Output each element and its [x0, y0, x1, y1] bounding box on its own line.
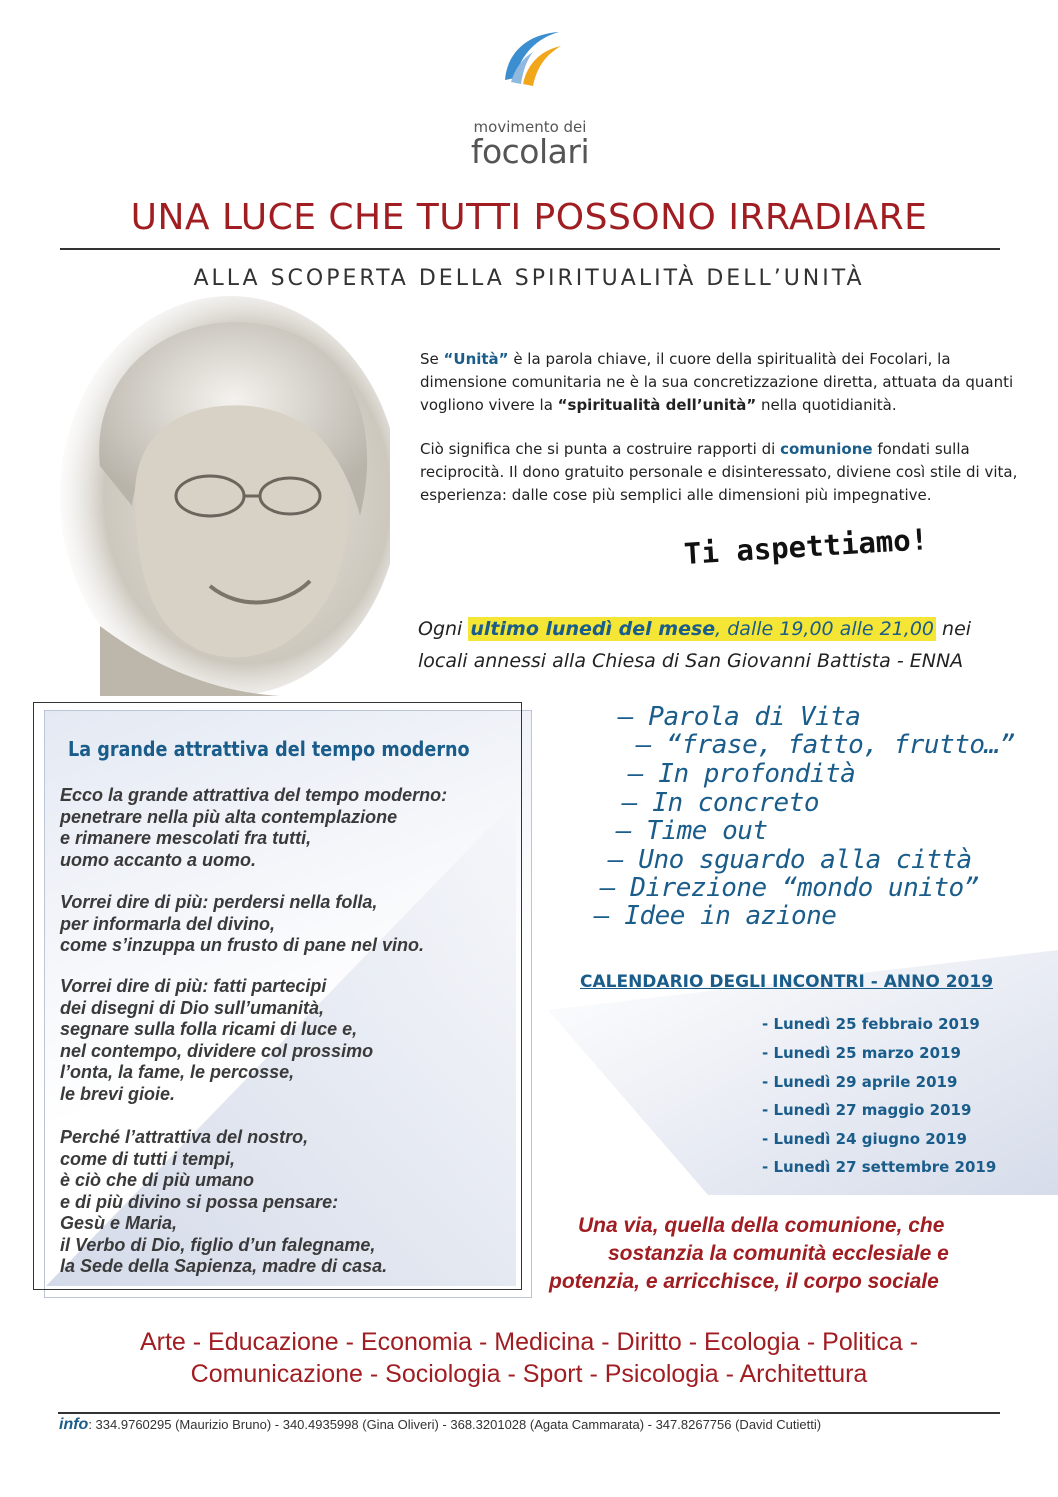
program-item: – Time out	[616, 816, 768, 846]
logo-swoosh-icon	[497, 28, 563, 88]
quote-stanza: Perché l’attrattiva del nostro, come di tutti i tempi, è ciò che di più umano e di più divino si possa pensare: Gesù e Maria, il Verbo di Dio, figlio d’un falegname, la Sede della Sapienza, madre di casa.	[60, 1127, 388, 1276]
program-item: – Parola di Vita	[618, 702, 861, 732]
closing-line: potenzia, e arricchisce, il corpo sociale	[549, 1270, 939, 1293]
program-item: – Idee in azione	[594, 901, 837, 931]
fields-line: Comunicazione - Sociologia - Sport - Psicologia - Architettura	[190, 1360, 868, 1388]
meeting-text: Ogni	[418, 618, 469, 640]
meeting-schedule	[418, 618, 971, 640]
call-to-action: Ti aspettiamo!	[682, 522, 930, 571]
program-item: – “frase, fatto, frutto…”	[636, 730, 1015, 760]
portrait-image	[40, 296, 390, 696]
keyword-comunione: comunione	[780, 440, 873, 458]
closing-line: Una via, quella della comunione, che	[578, 1214, 945, 1237]
program-item: – In concreto	[622, 788, 819, 818]
calendar-title: CALENDARIO DEGLI INCONTRI - ANNO 2019	[580, 972, 994, 992]
program-item: – Direzione “mondo unito”	[600, 873, 979, 903]
quote-title: La grande attrattiva del tempo moderno	[68, 737, 470, 761]
meeting-text: nei	[936, 618, 972, 640]
intro-text: è la parola chiave, il cuore della spiritualità dei Focolari, la dimensione comunitaria ne è la sua concretizzazione diretta, attuata da quanti vogliono vivere la	[420, 350, 1014, 414]
meeting-time: , dalle 19,00 alle 21,00	[715, 618, 934, 640]
logo-main-text: focolari	[470, 132, 590, 171]
focolari-logo	[455, 28, 605, 171]
intro-paragraph-2	[420, 438, 1030, 507]
info-divider	[58, 1412, 1000, 1414]
calendar-date: - Lunedì 27 settembre 2019	[762, 1158, 997, 1176]
meeting-highlight	[468, 617, 936, 641]
meeting-highlight-text: ultimo lunedì del mese	[470, 618, 716, 640]
logo-top-text: movimento dei	[473, 118, 587, 136]
quote-stanza: Vorrei dire di più: perdersi nella folla, per informarla del divino, come s’inzuppa un frusto di pane nel vino.	[60, 892, 425, 955]
title-divider	[60, 248, 1000, 250]
info-label: info	[59, 1416, 89, 1433]
program-item: – Uno sguardo alla città	[608, 845, 972, 875]
quote-stanza: Vorrei dire di più: fatti partecipi dei disegni di Dio sull’umanità, segnare sulla folla ricami di luce e, nel contempo, dividere col prossimo l’onta, la fame, le percosse, le brevi gioie.	[60, 976, 374, 1104]
calendar-date: - Lunedì 27 maggio 2019	[762, 1101, 972, 1119]
calendar-date: - Lunedì 24 giugno 2019	[762, 1130, 967, 1148]
intro-text: fondati sulla reciprocità. Il dono gratuito personale e disinteressato, diviene così stile di vita, esperienza: dalle cose più semplici alle dimensioni più impegnative.	[420, 440, 1018, 504]
keyword-spiritualita: “spiritualità dell’unità”	[557, 396, 757, 414]
fields-line: Arte - Educazione - Economia - Medicina - Diritto - Ecologia - Politica -	[139, 1328, 919, 1356]
calendar-date: - Lunedì 25 marzo 2019	[762, 1044, 961, 1062]
program-item: – In profondità	[628, 759, 856, 789]
keyword-unita: “Unità”	[443, 350, 509, 368]
quote-stanza: Ecco la grande attrattiva del tempo moderno: penetrare nella più alta contemplazione e rimanere mescolati fra tutti, uomo accanto a uomo.	[60, 785, 448, 870]
calendar-date: - Lunedì 29 aprile 2019	[762, 1073, 958, 1091]
intro-text: nella quotidianità.	[756, 396, 897, 414]
contact-info	[59, 1416, 821, 1434]
calendar-date: - Lunedì 25 febbraio 2019	[762, 1015, 980, 1033]
closing-line: sostanzia la comunità ecclesiale e	[608, 1242, 949, 1265]
page-subtitle: ALLA SCOPERTA DELLA SPIRITUALITÀ DELL’UNITÀ	[193, 266, 865, 291]
page-title: UNA LUCE CHE TUTTI POSSONO IRRADIARE	[130, 197, 928, 238]
intro-text: Se	[420, 350, 444, 368]
contact-info-text: : 334.9760295 (Maurizio Bruno) - 340.4935998 (Gina Oliveri) - 368.3201028 (Agata Cammarata) - 347.8267756 (David Cutietti)	[88, 1417, 822, 1432]
intro-text: Ciò significa che si punta a costruire rapporti di	[420, 440, 781, 458]
intro-paragraph-1	[420, 348, 1030, 417]
meeting-location: locali annessi alla Chiesa di San Giovanni Battista - ENNA	[418, 650, 964, 672]
